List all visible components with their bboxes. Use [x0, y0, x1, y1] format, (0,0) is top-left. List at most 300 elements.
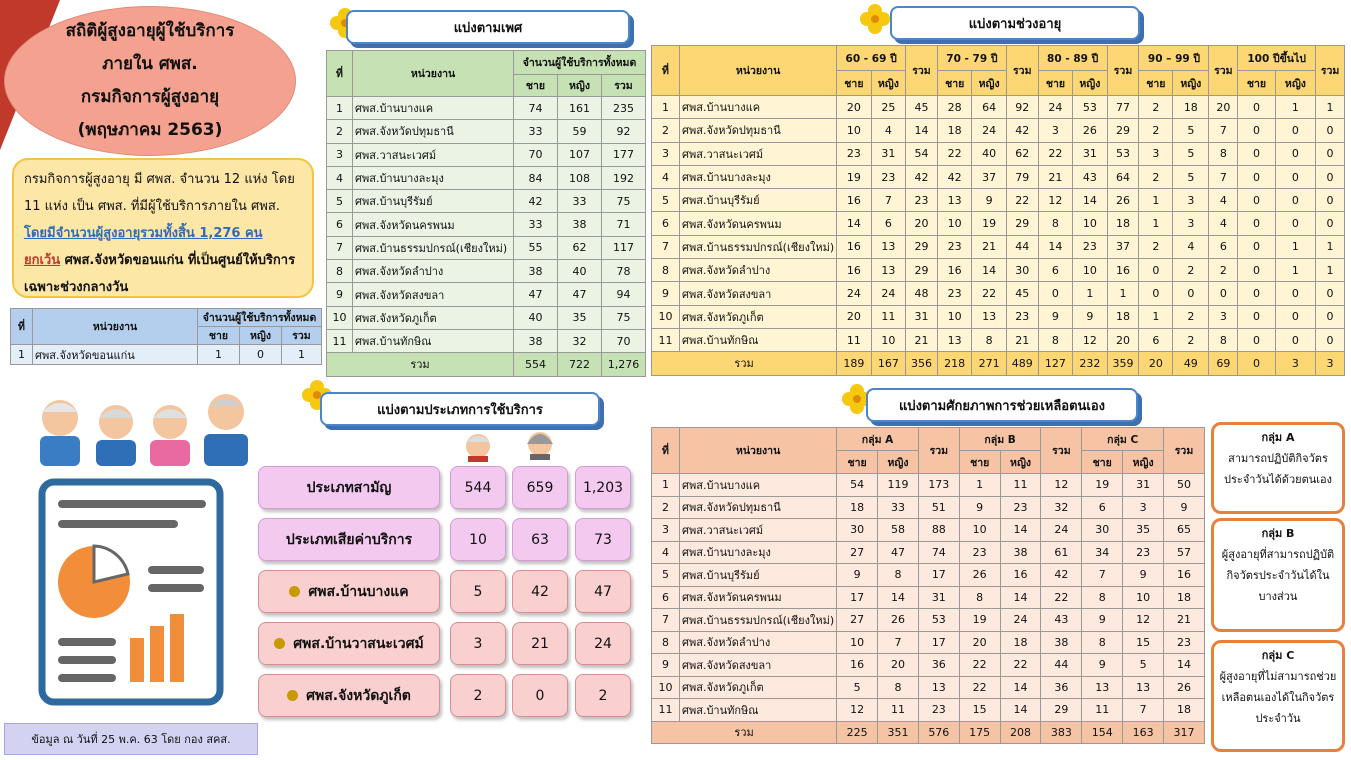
cell: 0 — [1275, 142, 1315, 165]
bullet-icon — [289, 586, 300, 597]
table-row — [327, 143, 646, 166]
cell: 167 — [871, 352, 905, 375]
service-label: ศพส.จังหวัดภูเก็ต — [306, 687, 411, 704]
table-row — [327, 213, 646, 236]
cell: 20 — [878, 654, 919, 677]
cell: 14 — [1164, 654, 1205, 677]
cell: ศพส.บ้านธรรมปกรณ์(เชียงใหม่) — [353, 236, 514, 259]
cell: 489 — [1006, 352, 1038, 375]
gender-table — [326, 50, 646, 377]
cell: 19 — [1082, 474, 1123, 497]
cell: 8 — [1082, 631, 1123, 654]
cell: 1 — [198, 345, 240, 365]
service-count: 63 — [512, 518, 568, 561]
cell: 24 — [1038, 96, 1072, 119]
cell: 74 — [918, 541, 959, 564]
cell: 2 — [1173, 259, 1209, 282]
table-row — [327, 236, 646, 259]
cell: 108 — [558, 166, 602, 189]
cell: 22 — [1000, 654, 1041, 677]
cell: 16 — [1107, 259, 1139, 282]
cell: 2 — [652, 496, 680, 519]
cell: 13 — [937, 328, 971, 351]
cell: 9 — [972, 189, 1006, 212]
cell: 10 — [1073, 212, 1107, 235]
cell: 6 — [652, 586, 680, 609]
cell: 45 — [1006, 282, 1038, 305]
service-label: ประเภทสามัญ — [306, 479, 392, 496]
cell: 32 — [1041, 496, 1082, 519]
cell: ศพส.บ้านบุรีรัมย์ — [680, 189, 837, 212]
col-sum: รวม — [906, 46, 938, 96]
cell: 11 — [1000, 474, 1041, 497]
cell: 23 — [1006, 305, 1038, 328]
cell: ศพส.จังหวัดลำปาง — [680, 259, 837, 282]
cell: 24 — [972, 119, 1006, 142]
cell: 22 — [1006, 189, 1038, 212]
cell: 13 — [937, 189, 971, 212]
cell: 17 — [918, 564, 959, 587]
cell: 351 — [878, 721, 919, 744]
cell: 45 — [906, 96, 938, 119]
cell: 0 — [240, 345, 282, 365]
cell: 10 — [937, 305, 971, 328]
cell: 65 — [1164, 519, 1205, 542]
cell: 4 — [327, 166, 353, 189]
cell: 0 — [1316, 305, 1345, 328]
cell: 6 — [1082, 496, 1123, 519]
cell: ศพส.บ้านทักษิณ — [353, 329, 514, 352]
cell: ศพส.วาสนะเวศม์ — [353, 143, 514, 166]
cell: 84 — [514, 166, 558, 189]
cell: 5 — [837, 676, 878, 699]
cell: 0 — [1238, 142, 1276, 165]
cell: 11 — [878, 699, 919, 722]
cell: 15 — [959, 699, 1000, 722]
total-label: รวม — [652, 721, 837, 744]
cell: 14 — [1000, 676, 1041, 699]
table-row — [652, 496, 1205, 519]
table-row — [652, 235, 1345, 258]
col-female: หญิง — [878, 451, 919, 474]
table-row — [652, 282, 1345, 305]
cell: 44 — [1041, 654, 1082, 677]
cell: 10 — [652, 305, 680, 328]
cell: 23 — [1123, 541, 1164, 564]
cell: 30 — [837, 519, 878, 542]
col-female: หญิง — [1073, 71, 1107, 96]
cell: 4 — [652, 165, 680, 188]
cell: ศพส.จังหวัดภูเก็ต — [353, 306, 514, 329]
cell: 23 — [1164, 631, 1205, 654]
col-male: ชาย — [1238, 71, 1276, 96]
col-unit: หน่วยงาน — [33, 309, 198, 345]
service-count: 659 — [512, 466, 568, 509]
cell: 64 — [1107, 165, 1139, 188]
age-group-header: 100 ปีขึ้นไป — [1238, 46, 1316, 71]
cell: 19 — [837, 165, 871, 188]
service-label-box — [258, 466, 440, 509]
cell: ศพส.บ้านทักษิณ — [680, 699, 837, 722]
cell: 3 — [1209, 305, 1238, 328]
cell: 1 — [1316, 259, 1345, 282]
cell: 7 — [652, 609, 680, 632]
col-sum: รวม — [918, 428, 959, 474]
cell: 74 — [514, 97, 558, 120]
cell: 1 — [327, 97, 353, 120]
service-count: 24 — [575, 622, 631, 665]
cell: 18 — [1173, 96, 1209, 119]
cell: 23 — [937, 282, 971, 305]
table-row — [652, 119, 1345, 142]
cell: 2 — [1209, 259, 1238, 282]
cell: 4 — [1209, 212, 1238, 235]
cell: 0 — [1316, 142, 1345, 165]
cell: 10 — [652, 676, 680, 699]
col-unit: หน่วยงาน — [353, 51, 514, 97]
cell: 232 — [1073, 352, 1107, 375]
age-group-header: 60 - 69 ปี — [837, 46, 906, 71]
cell: 20 — [837, 96, 871, 119]
cell: 161 — [558, 97, 602, 120]
elder-figure-icon — [96, 405, 136, 466]
cell: ศพส.จังหวัดปทุมธานี — [353, 120, 514, 143]
cell: 22 — [972, 282, 1006, 305]
cell: 14 — [1038, 235, 1072, 258]
table-row — [327, 260, 646, 283]
cell: 4 — [1209, 189, 1238, 212]
cell: 5 — [652, 189, 680, 212]
cell: ศพส.จังหวัดปทุมธานี — [680, 496, 837, 519]
cell: 18 — [1107, 305, 1139, 328]
cell: 70 — [514, 143, 558, 166]
cell: 64 — [972, 96, 1006, 119]
col-male: ชาย — [1139, 71, 1173, 96]
cell: 3 — [1038, 119, 1072, 142]
cell: 11 — [1082, 699, 1123, 722]
cell: 53 — [1073, 96, 1107, 119]
cell: 7 — [1082, 564, 1123, 587]
cell: 10 — [1123, 586, 1164, 609]
cell: 6 — [1209, 235, 1238, 258]
col-male: ชาย — [837, 71, 871, 96]
cell: 77 — [1107, 96, 1139, 119]
service-count: 47 — [575, 570, 631, 613]
cell: 33 — [558, 190, 602, 213]
col-female: หญิง — [1173, 71, 1209, 96]
cell: 0 — [1275, 165, 1315, 188]
title-line: กรมกิจการผู้สูงอายุ — [80, 87, 220, 107]
cell: 5 — [1173, 165, 1209, 188]
table-row — [652, 189, 1345, 212]
cell: 75 — [602, 190, 646, 213]
cell: 14 — [837, 212, 871, 235]
footnote: ข้อมูล ณ วันที่ 25 พ.ค. 63 โดย กอง สคส. — [4, 723, 258, 755]
cell: 36 — [1041, 676, 1082, 699]
cell: 1 — [959, 474, 1000, 497]
cell: 24 — [871, 282, 905, 305]
cell: 1 — [652, 474, 680, 497]
cell: 0 — [1275, 189, 1315, 212]
cell: 42 — [1006, 119, 1038, 142]
cell: 20 — [837, 305, 871, 328]
cell: 0 — [1238, 328, 1276, 351]
cell: 16 — [837, 259, 871, 282]
cell: 22 — [937, 142, 971, 165]
service-count: 2 — [575, 674, 631, 717]
cell: 29 — [1041, 699, 1082, 722]
table-row — [652, 142, 1345, 165]
table-row — [652, 259, 1345, 282]
cell: 0 — [1173, 282, 1209, 305]
cell: 5 — [1173, 142, 1209, 165]
cell: 37 — [1107, 235, 1139, 258]
ability-group-header: กลุ่ม A — [837, 428, 919, 451]
cell: ศพส.จังหวัดสงขลา — [353, 283, 514, 306]
cell: 38 — [1000, 541, 1041, 564]
cell: 17 — [918, 631, 959, 654]
cell: 11 — [327, 329, 353, 352]
cell: 107 — [558, 143, 602, 166]
cell: 6 — [652, 212, 680, 235]
cell: 7 — [871, 189, 905, 212]
cell: 11 — [837, 328, 871, 351]
intro-except: ยกเว้น — [24, 253, 61, 268]
cell: 24 — [837, 282, 871, 305]
cell: 2 — [327, 120, 353, 143]
cell: 94 — [602, 283, 646, 306]
table-row — [652, 519, 1205, 542]
cell: 13 — [1082, 676, 1123, 699]
title-line: สถิติผู้สูงอายุผู้ใช้บริการ — [65, 21, 235, 41]
cell: 175 — [959, 721, 1000, 744]
cell: 42 — [514, 190, 558, 213]
cell: 356 — [906, 352, 938, 375]
cell: 576 — [918, 721, 959, 744]
cell: 16 — [937, 259, 971, 282]
col-female: หญิง — [1000, 451, 1041, 474]
elder-man-icon — [460, 430, 496, 462]
cell: 1 — [1073, 282, 1107, 305]
cell: 48 — [906, 282, 938, 305]
service-label-box — [258, 674, 440, 717]
service-count: 1,203 — [575, 466, 631, 509]
cell: 30 — [1082, 519, 1123, 542]
cell: 8 — [652, 259, 680, 282]
cell: 5 — [1123, 654, 1164, 677]
cell: ศพส.บ้านบางแค — [680, 474, 837, 497]
cell: 6 — [1139, 328, 1173, 351]
cell: 2 — [1139, 96, 1173, 119]
cell: 8 — [652, 631, 680, 654]
cell: 9 — [1164, 496, 1205, 519]
cell: 2 — [1139, 165, 1173, 188]
page-title — [4, 6, 296, 156]
cell: 3 — [1275, 352, 1315, 375]
cell: 9 — [1123, 564, 1164, 587]
cell: 177 — [602, 143, 646, 166]
section-title-age: แบ่งตามช่วงอายุ — [890, 6, 1140, 40]
service-count: 3 — [450, 622, 506, 665]
col-female: หญิง — [972, 71, 1006, 96]
cell: 26 — [1107, 189, 1139, 212]
cell: ศพส.จังหวัดนครพนม — [680, 212, 837, 235]
cell: 69 — [1209, 352, 1238, 375]
cell: 61 — [1041, 541, 1082, 564]
group-title: กลุ่ม A — [1261, 431, 1295, 444]
cell: ศพส.จังหวัดขอนแก่น — [33, 345, 198, 365]
cell: 31 — [906, 305, 938, 328]
cell: 23 — [837, 142, 871, 165]
cell: 9 — [327, 283, 353, 306]
cell: 0 — [1038, 282, 1072, 305]
cell: 0 — [1316, 189, 1345, 212]
cell: 53 — [1107, 142, 1139, 165]
table-row — [652, 564, 1205, 587]
cell: 92 — [1006, 96, 1038, 119]
cell: 20 — [906, 212, 938, 235]
cell: 8 — [878, 676, 919, 699]
cell: 0 — [1139, 282, 1173, 305]
cell: 0 — [1238, 212, 1276, 235]
cell: 12 — [837, 699, 878, 722]
cell: 8 — [327, 260, 353, 283]
table-row — [327, 190, 646, 213]
cell: ศพส.จังหวัดลำปาง — [680, 631, 837, 654]
cell: ศพส.บ้านบุรีรัมย์ — [680, 564, 837, 587]
cell: 554 — [514, 353, 558, 376]
intro-total: โดยมีจำนวนผู้สูงอายุรวมทั้งสิ้น 1,276 คน — [24, 226, 263, 241]
cell: 9 — [1038, 305, 1072, 328]
cell: 22 — [1041, 586, 1082, 609]
cell: 10 — [959, 519, 1000, 542]
cell: 23 — [871, 165, 905, 188]
cell: 8 — [1209, 142, 1238, 165]
cell: 4 — [871, 119, 905, 142]
cell: 12 — [1073, 328, 1107, 351]
cell: 0 — [1238, 119, 1276, 142]
service-label: ศพส.บ้านบางแค — [308, 583, 409, 600]
section-title-ability: แบ่งตามศักยภาพการช่วยเหลือตนเอง — [866, 388, 1138, 422]
cell: 0 — [1275, 328, 1315, 351]
elder-figure-icon — [150, 405, 190, 466]
bullet-icon — [287, 690, 298, 701]
age-group-header: 70 - 79 ปี — [937, 46, 1006, 71]
cell: ศพส.บ้านบางละมุง — [353, 166, 514, 189]
intro-part: กรมกิจการผู้สูงอายุ มี ศพส. จำนวน 12 แห่ง โดย 11 แห่ง เป็น ศพส. ที่มีผู้ใช้บริการภายใน ศพส. — [24, 172, 295, 214]
cell: 44 — [1006, 235, 1038, 258]
cell: 1 — [1275, 96, 1315, 119]
col-sum: รวม — [1209, 46, 1238, 96]
cell: 5 — [652, 564, 680, 587]
cell: 9 — [1082, 609, 1123, 632]
ability-table — [651, 427, 1205, 744]
col-no: ที่ — [11, 309, 33, 345]
cell: 55 — [514, 236, 558, 259]
table-row — [327, 306, 646, 329]
cell: 20 — [1107, 328, 1139, 351]
age-group-header: 90 – 99 ปี — [1139, 46, 1209, 71]
service-count: 544 — [450, 466, 506, 509]
cell: ศพส.จังหวัดสงขลา — [680, 282, 837, 305]
cell: 163 — [1123, 721, 1164, 744]
cell: 17 — [837, 586, 878, 609]
cell: 22 — [1038, 142, 1072, 165]
cell: 40 — [558, 260, 602, 283]
cell: 9 — [837, 564, 878, 587]
cell: 127 — [1038, 352, 1072, 375]
cell: 40 — [514, 306, 558, 329]
cell: 12 — [1123, 609, 1164, 632]
total-label: รวม — [327, 353, 514, 376]
cell: 154 — [1082, 721, 1123, 744]
col-male: ชาย — [959, 451, 1000, 474]
cell: 3 — [1173, 189, 1209, 212]
col-sum: รวม — [1316, 46, 1345, 96]
cell: 37 — [972, 165, 1006, 188]
cell: 8 — [972, 328, 1006, 351]
cell: 0 — [1238, 165, 1276, 188]
cell: 208 — [1000, 721, 1041, 744]
col-unit: หน่วยงาน — [680, 46, 837, 96]
cell: 0 — [1209, 282, 1238, 305]
cell: 75 — [602, 306, 646, 329]
table-row — [652, 654, 1205, 677]
cell: ศพส.จังหวัดปทุมธานี — [680, 119, 837, 142]
cell: 54 — [906, 142, 938, 165]
group-desc: ผู้สูงอายุที่สามารถปฏิบัติกิจวัตรประจำวันได้ในบางส่วน — [1221, 548, 1335, 603]
cell: 29 — [1107, 119, 1139, 142]
cell: 23 — [1073, 235, 1107, 258]
cell: 33 — [514, 213, 558, 236]
cell: 25 — [871, 96, 905, 119]
cell: 62 — [1006, 142, 1038, 165]
cell: 10 — [871, 328, 905, 351]
cell: 23 — [937, 235, 971, 258]
cell: 2 — [1139, 235, 1173, 258]
cell: 8 — [1038, 328, 1072, 351]
cell: 51 — [918, 496, 959, 519]
table-row — [652, 165, 1345, 188]
cell: 20 — [959, 631, 1000, 654]
cell: 3 — [1123, 496, 1164, 519]
cell: 23 — [959, 541, 1000, 564]
cell: 21 — [1038, 165, 1072, 188]
cell: 218 — [937, 352, 971, 375]
col-male: ชาย — [1038, 71, 1072, 96]
cell: 0 — [1275, 305, 1315, 328]
cell: 8 — [1082, 586, 1123, 609]
service-count: 10 — [450, 518, 506, 561]
cell: 88 — [918, 519, 959, 542]
cell: 29 — [906, 259, 938, 282]
cell: 9 — [959, 496, 1000, 519]
cell: 0 — [1238, 235, 1276, 258]
cell: 11 — [652, 328, 680, 351]
cell: 0 — [1238, 352, 1276, 375]
cell: 21 — [1006, 328, 1038, 351]
cell: 7 — [652, 235, 680, 258]
cell: ศพส.บ้านบุรีรัมย์ — [353, 190, 514, 213]
cell: 2 — [1173, 328, 1209, 351]
cell: 38 — [558, 213, 602, 236]
cell: 0 — [1238, 259, 1276, 282]
cell: 22 — [959, 654, 1000, 677]
title-line: (พฤษภาคม 2563) — [77, 120, 223, 140]
cell: 1 — [11, 345, 33, 365]
col-male: ชาย — [937, 71, 971, 96]
cell: 9 — [652, 282, 680, 305]
